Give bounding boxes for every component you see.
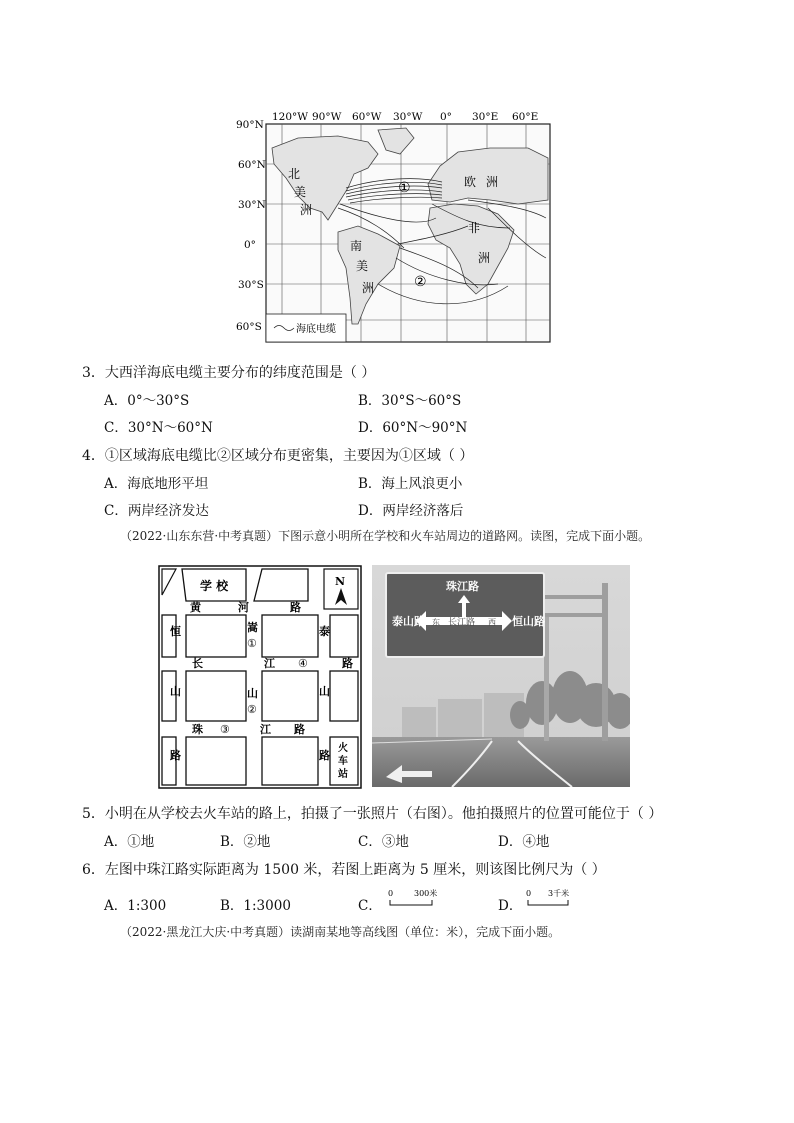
road-zhujiang-1: 珠 bbox=[192, 723, 203, 736]
road-huanghe-3: 路 bbox=[290, 601, 301, 614]
question-5-stem: 5．小明在从学校去火车站的路上，拍摄了一张照片（右图）。他拍摄照片的位置可能位于（ ） bbox=[82, 806, 663, 822]
road-changjiang-2: 江 bbox=[264, 657, 275, 670]
road-heng-2: 山 bbox=[170, 685, 181, 698]
label-south-america-3: 洲 bbox=[362, 281, 375, 295]
lat-label: 30°N bbox=[238, 199, 266, 211]
road-song-1: 嵩 bbox=[247, 621, 258, 634]
q5-option-a[interactable]: A．①地 bbox=[104, 834, 155, 850]
lat-label: 0° bbox=[244, 239, 256, 251]
road-tai-3: 路 bbox=[319, 749, 330, 762]
road-heng-3: 路 bbox=[170, 749, 181, 762]
lon-label: 120°W bbox=[272, 111, 309, 123]
scale-d-zero: 0 bbox=[526, 889, 532, 898]
sign-east: 东 bbox=[432, 618, 440, 627]
label-africa-1: 非 bbox=[468, 221, 481, 235]
lon-label: 60°W bbox=[352, 111, 382, 123]
q5-option-c[interactable]: C．③地 bbox=[358, 834, 409, 850]
label-north-america-2: 美 bbox=[294, 185, 307, 199]
q5-option-b[interactable]: B．②地 bbox=[220, 834, 271, 850]
scale-bar-3km bbox=[524, 886, 588, 912]
station-label-1: 火 bbox=[338, 743, 348, 754]
road-changjiang-3: 路 bbox=[342, 657, 353, 670]
world-map-figure bbox=[228, 108, 558, 346]
school-block bbox=[182, 569, 246, 601]
marker-4: ④ bbox=[298, 657, 308, 670]
region-1-marker: ① bbox=[398, 180, 411, 196]
question-4-stem: 4．①区域海底电缆比②区域分布更密集，主要因为①区域（ ） bbox=[82, 448, 474, 464]
q4-option-b[interactable]: B．海上风浪更小 bbox=[358, 476, 463, 492]
road-changjiang-1: 长 bbox=[192, 657, 203, 670]
q3-option-d[interactable]: D．60°N～90°N bbox=[358, 420, 468, 436]
top-middle-block bbox=[254, 569, 308, 601]
q6-option-b[interactable]: B．1:3000 bbox=[220, 898, 291, 914]
scale-c-label: 300米 bbox=[414, 889, 438, 898]
label-north-america-3: 洲 bbox=[300, 203, 313, 217]
sign-top-road: 珠江路 bbox=[446, 580, 479, 593]
lat-label: 30°S bbox=[238, 279, 264, 291]
sign-left-road: 泰山路 bbox=[392, 615, 425, 628]
lon-label: 0° bbox=[440, 111, 452, 123]
label-europe-2: 洲 bbox=[486, 175, 499, 189]
marker-3: ③ bbox=[220, 723, 230, 736]
marker-1: ① bbox=[247, 637, 257, 650]
lon-label: 30°W bbox=[393, 111, 423, 123]
q6-option-c[interactable]: C． bbox=[358, 898, 382, 914]
road-heng-1: 恒 bbox=[170, 625, 181, 638]
section-intro-dongying: （2022·山东东营·中考真题）下图示意小明所在学校和火车站周边的道路网。读图，完成下面小题。 bbox=[120, 529, 651, 543]
scale-d-label: 3千米 bbox=[548, 889, 570, 898]
region-2-marker: ② bbox=[414, 274, 427, 290]
north-label: N bbox=[335, 575, 346, 588]
question-6-stem: 6．左图中珠江路实际距离为 1500 米，若图上距离为 5 厘米，则该图比例尺为（ ） bbox=[82, 862, 606, 878]
street-photo bbox=[372, 565, 630, 787]
lon-label: 90°W bbox=[312, 111, 342, 123]
legend-label: 海底电缆 bbox=[296, 324, 336, 335]
label-south-america-1: 南 bbox=[350, 239, 363, 253]
q3-option-c[interactable]: C．30°N～60°N bbox=[104, 420, 213, 436]
q6-option-d[interactable]: D． bbox=[498, 898, 523, 914]
q6-option-a[interactable]: A．1:300 bbox=[104, 898, 167, 914]
question-3-stem: 3．大西洋海底电缆主要分布的纬度范围是（ ） bbox=[82, 365, 376, 381]
road-song-2: 山 bbox=[247, 687, 258, 700]
sign-middle-road: 长江路 bbox=[448, 618, 476, 628]
label-europe-1: 欧 bbox=[464, 175, 477, 189]
q4-option-a[interactable]: A．海底地形平坦 bbox=[104, 476, 209, 492]
q4-option-d[interactable]: D．两岸经济落后 bbox=[358, 503, 464, 519]
scale-c-zero: 0 bbox=[388, 889, 394, 898]
station-label-3: 站 bbox=[338, 769, 348, 780]
road-zhujiang-2: 江 bbox=[260, 723, 271, 736]
road-tai-2: 山 bbox=[319, 685, 330, 698]
road-tai-1: 泰 bbox=[319, 625, 330, 638]
lon-label: 30°E bbox=[472, 111, 499, 123]
sign-pole bbox=[602, 583, 608, 741]
marker-2: ② bbox=[247, 703, 257, 716]
sign-west: 西 bbox=[488, 618, 496, 627]
road-surface bbox=[372, 737, 630, 787]
road-zhujiang-3: 路 bbox=[294, 723, 305, 736]
lon-label: 60°E bbox=[512, 111, 539, 123]
label-south-america-2: 美 bbox=[356, 259, 369, 273]
label-north-america-1: 北 bbox=[288, 167, 301, 181]
section-intro-daqing: （2022·黑龙江大庆·中考真题）读湖南某地等高线图（单位：米），完成下面小题。 bbox=[120, 925, 561, 939]
q3-option-b[interactable]: B．30°S～60°S bbox=[358, 393, 462, 409]
lat-label: 60°S bbox=[236, 321, 262, 333]
school-label: 学 校 bbox=[200, 579, 229, 593]
road-huanghe-2: 河 bbox=[238, 601, 249, 614]
q5-option-d[interactable]: D．④地 bbox=[498, 834, 550, 850]
station-label-2: 车 bbox=[338, 756, 348, 767]
road-network-map bbox=[158, 565, 362, 789]
label-africa-2: 洲 bbox=[478, 251, 491, 265]
lat-label: 90°N bbox=[236, 119, 264, 131]
sign-right-road: 恒山路 bbox=[512, 615, 545, 628]
lat-label: 60°N bbox=[238, 159, 266, 171]
road-huanghe-1: 黄 bbox=[190, 601, 201, 614]
q3-option-a[interactable]: A．0°～30°S bbox=[104, 393, 190, 409]
q4-option-c[interactable]: C．两岸经济发达 bbox=[104, 503, 209, 519]
scale-bar-300m bbox=[386, 886, 450, 912]
